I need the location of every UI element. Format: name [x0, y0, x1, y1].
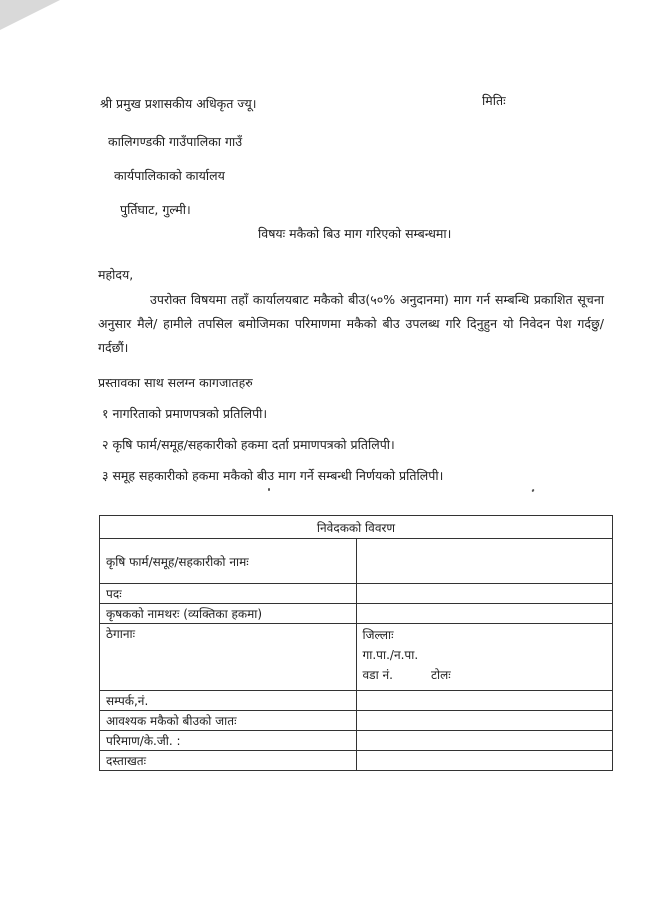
recipient-line-2: कालिगण्डकी गाउँपालिका गाउँ	[108, 134, 243, 149]
row-label-position: पदः	[100, 584, 357, 604]
row-value-quantity[interactable]	[356, 731, 613, 751]
table-row	[100, 731, 613, 751]
attachment-item-1: १ नागरिताको प्रमाणपत्रको प्रतिलिपी।	[102, 406, 268, 421]
row-value-address[interactable]	[356, 624, 613, 691]
table-title: निवेदकको विवरण	[100, 516, 613, 539]
scan-corner-shadow	[0, 0, 60, 30]
attachment-item-2: २ कृषि फार्म/समूह/सहकारीको हकमा दर्ता प्रमाणपत्रको प्रतिलिपी।	[102, 437, 395, 452]
attachments-heading: प्रस्तावका साथ सलग्न कागजातहरु	[98, 375, 253, 390]
recipient-line-1: श्री प्रमुख प्रशासकीय अधिकृत ज्यू।	[100, 96, 257, 111]
address-district-label: जिल्लाः	[362, 628, 394, 642]
table-row	[100, 539, 613, 584]
subject-line: विषयः मकैको बिउ माग गरिएको सम्बन्धमा।	[258, 226, 452, 241]
table-row	[100, 624, 613, 691]
table-row	[100, 691, 613, 711]
row-label-contact: सम्पर्क,नं.	[100, 691, 357, 711]
scan-speck	[268, 488, 270, 491]
attachment-item-3: ३ समूह सहकारीको हकमा मकैको बीउ माग गर्ने सम्बन्धी निर्णयको प्रतिलिपी।	[102, 468, 444, 483]
scan-speck	[531, 489, 534, 493]
row-label-signature: दस्ताखतः	[100, 751, 357, 771]
address-tole-label: टोलः	[431, 668, 451, 682]
row-value-farm-name[interactable]	[356, 539, 613, 584]
salutation: महोदय,	[98, 267, 134, 282]
row-label-quantity: परिमाण/के.जी. :	[100, 731, 357, 751]
address-municipality-label: गा.पा./न.पा.	[362, 648, 419, 662]
address-ward-tole-line	[363, 665, 607, 685]
row-label-address: ठेगानाः	[100, 624, 357, 691]
row-value-position[interactable]	[356, 584, 613, 604]
row-value-contact[interactable]	[356, 691, 613, 711]
table-row	[100, 604, 613, 624]
table-row	[100, 711, 613, 731]
recipient-line-3: कार्यपालिकाको कार्यालय	[114, 168, 225, 183]
recipient-line-4: पुर्तिघाट, गुल्मी।	[120, 202, 191, 217]
table-header-row	[100, 516, 613, 539]
table-row	[100, 751, 613, 771]
row-label-seed-variety: आवश्यक मकैको बीउको जातः	[100, 711, 357, 731]
row-value-seed-variety[interactable]	[356, 711, 613, 731]
row-label-farm-name: कृषि फार्म/समूह/सहकारीको नामः	[100, 539, 357, 584]
row-label-farmer-name: कृषकको नामथरः (व्यक्तिका हकमा)	[100, 604, 357, 624]
body-text: उपरोक्त विषयमा तहाँ कार्यालयबाट मकैको बीउ(५०% अनुदानमा) माग गर्न सम्बन्धि प्रकाशित सूचना अनुसार मैले/ हामीले तपसिल बमोजिमका परिमाणमा मकैको बीउ उपलब्ध गरि दिनुहुन यो निवेदन पेश गर्दछु/गर्दछौं।	[98, 292, 604, 355]
applicant-details-table	[99, 515, 613, 771]
body-paragraph	[98, 288, 604, 360]
row-value-signature[interactable]	[356, 751, 613, 771]
address-ward-label: वडा नं.	[362, 668, 393, 682]
row-value-farmer-name[interactable]	[356, 604, 613, 624]
date-label: मितिः	[482, 93, 506, 108]
table-row	[100, 584, 613, 604]
